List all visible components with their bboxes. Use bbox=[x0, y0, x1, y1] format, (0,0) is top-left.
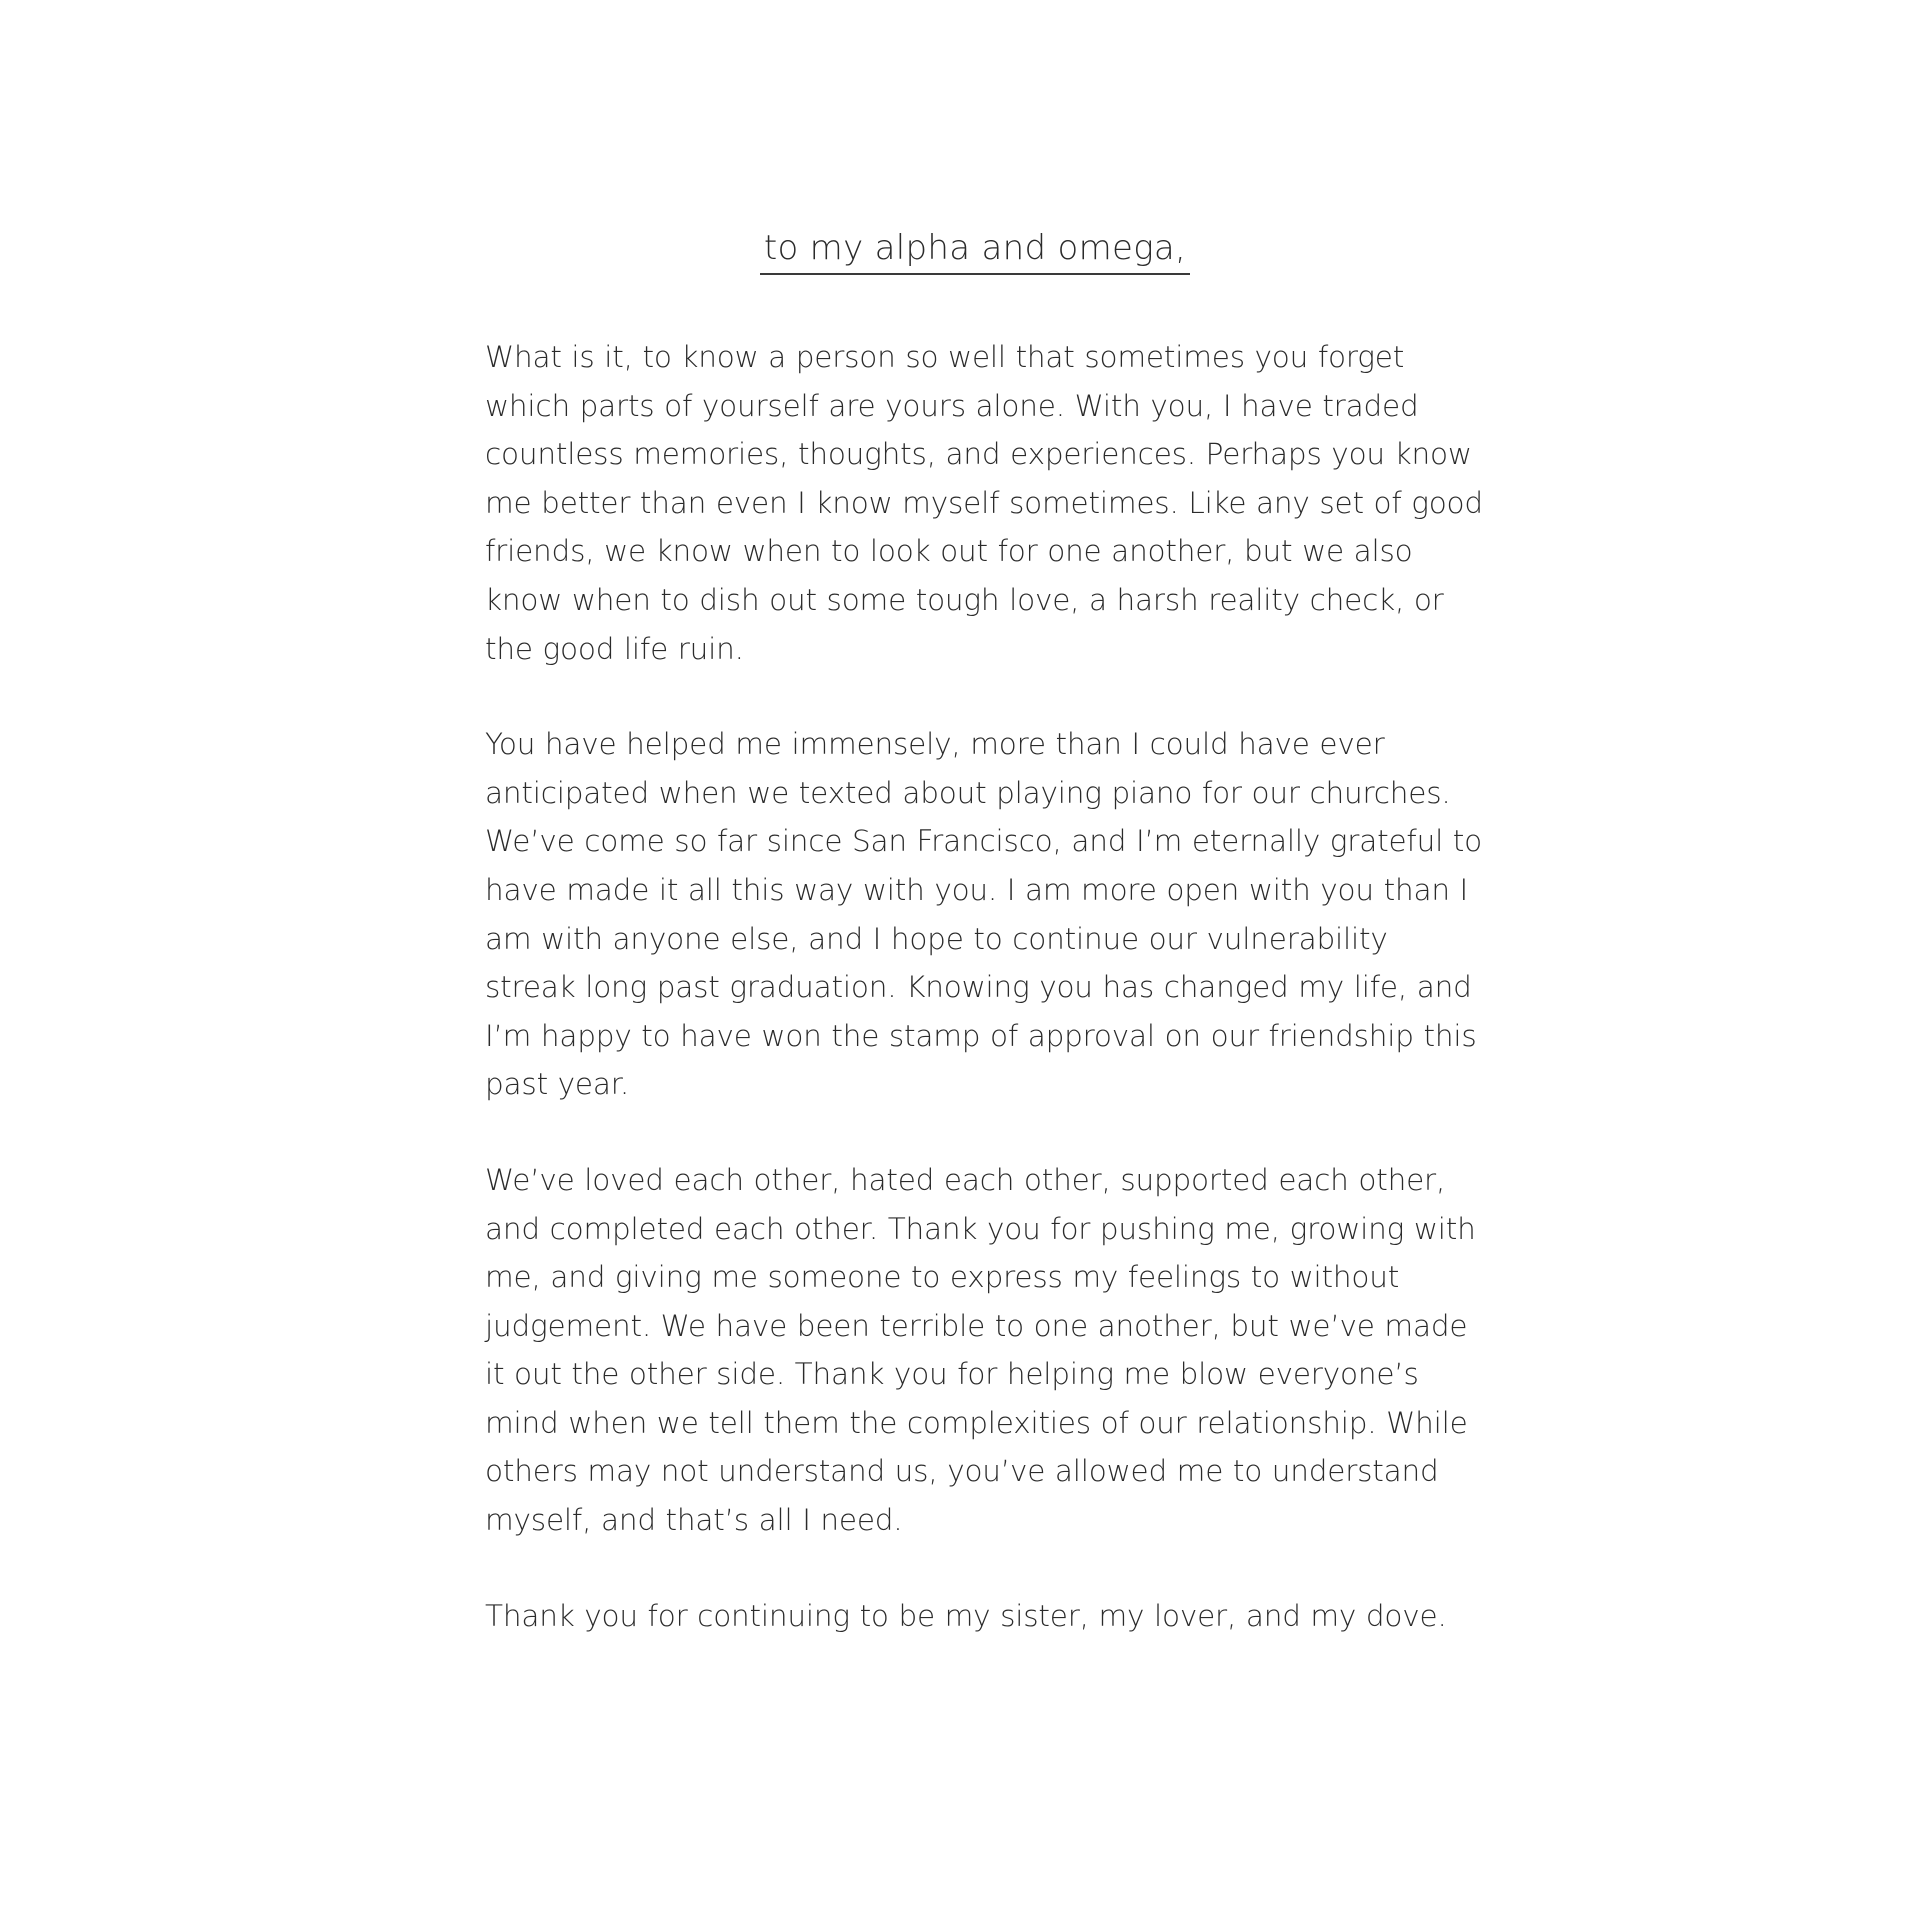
paragraph-2: You have helped me immensely, more than I could have ever anticipated when we texted about playing piano for our churches. We’ve come so far since San Francisco, and I’m eternally grateful to have made it all this way with you. I am more open with you than I am with anyone else, and I hope to continue our vulnerability streak long past graduation. Knowing you has changed my life, and I’m happy to have won the stamp of approval on our friendship this past year. bbox=[485, 727, 1483, 1102]
paragraph-4: Thank you for continuing to be my sister, my lover, and my dove. bbox=[485, 1598, 1447, 1633]
letter-body bbox=[485, 225, 1485, 1640]
salutation-container bbox=[485, 225, 1465, 275]
paragraph-3: We’ve loved each other, hated each other, supported each other, and completed each other. Thank you for pushing me, growing with me, and giving me someone to express my feelings to without judgement. We have been terrible to one another, but we’ve made it out the other side. Thank you for helping me blow everyone’s mind when we tell them the complexities of our relationship. While others may not understand us, you’ve allowed me to understand myself, and that’s all I need. bbox=[485, 1162, 1476, 1538]
letter-salutation: to my alpha and omega, bbox=[760, 225, 1190, 275]
paragraph-1: What is it, to know a person so well that sometimes you forget which parts of yourself are yours alone. With you, I have traded countless memories, thoughts, and experiences. Perhaps you know me better than even I know myself sometimes. Like any set of good friends, we know when to look out for one another, but we also know when to dish out some tough love, a harsh reality check, or the good life ruin. bbox=[485, 340, 1483, 666]
